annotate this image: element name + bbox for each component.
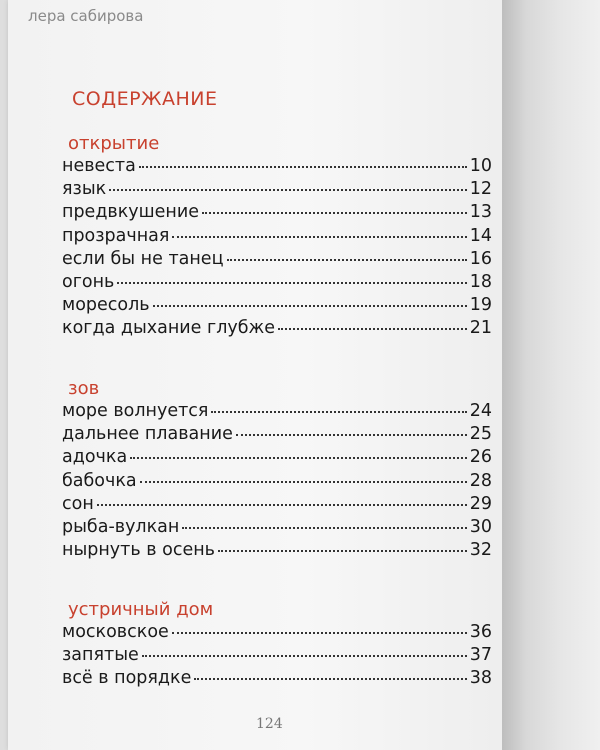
page-number: 124 (256, 716, 283, 732)
entry-title: моресоль (62, 295, 150, 316)
entry-title: бабочка (62, 470, 137, 491)
toc-entry[interactable] (62, 318, 492, 341)
leader-dots (172, 632, 467, 634)
entry-title: море волнуется (62, 401, 209, 421)
entry-title: если бы не танец (62, 248, 224, 269)
entry-title: запятые (62, 645, 139, 666)
toc-entry[interactable] (62, 645, 492, 668)
toc-entry[interactable] (62, 295, 492, 318)
entry-page: 25 (469, 424, 492, 445)
toc-entry[interactable] (62, 517, 492, 540)
toc-entry[interactable] (62, 668, 492, 691)
leader-dots (202, 212, 467, 214)
entry-page: 12 (469, 179, 492, 200)
toc-entry[interactable] (62, 494, 492, 517)
section-title: зов (68, 378, 100, 399)
toc-section-otkrytie (62, 132, 492, 342)
leader-dots (211, 411, 466, 413)
running-head: лера сабирова (28, 7, 144, 25)
toc-entry[interactable] (62, 540, 492, 563)
entry-title: огонь (62, 271, 115, 292)
leader-dots (182, 527, 466, 529)
page-edge (502, 0, 600, 750)
entry-title: рыба-вулкан (62, 516, 180, 537)
entry-page: 21 (469, 318, 492, 339)
toc-entry[interactable] (62, 156, 492, 179)
toc-entry[interactable] (62, 226, 492, 249)
entry-page: 28 (469, 470, 492, 491)
entry-page: 26 (469, 447, 492, 468)
section-title: устричный дом (68, 599, 214, 620)
toc-entry[interactable] (62, 622, 492, 645)
entry-title: предвкушение (62, 202, 200, 223)
leader-dots (97, 504, 467, 506)
leader-dots (194, 678, 466, 680)
entry-title: дальнее плавание (62, 424, 233, 445)
leader-dots (117, 282, 466, 284)
leader-dots (236, 434, 467, 436)
leader-dots (140, 481, 467, 483)
toc-entry[interactable] (62, 447, 492, 470)
entry-title: адочка (62, 447, 128, 468)
entry-page: 18 (469, 271, 492, 292)
entry-title: всё в порядке (62, 668, 192, 689)
toc-entry[interactable] (62, 249, 492, 272)
section-title: открытие (68, 133, 160, 154)
toc-section-zov (62, 377, 492, 563)
leader-dots (153, 305, 467, 307)
entry-title: невеста (62, 156, 136, 176)
toc-entry[interactable] (62, 179, 492, 202)
entry-page: 19 (469, 295, 492, 316)
entry-page: 10 (469, 156, 492, 176)
toc-entry[interactable] (62, 272, 492, 295)
entry-title: когда дыхание глубже (62, 318, 276, 339)
leader-dots (218, 550, 467, 552)
toc-entry[interactable] (62, 202, 492, 225)
entry-title: нырнуть в осень (62, 540, 215, 561)
entry-page: 29 (469, 493, 492, 514)
entry-page: 24 (469, 401, 492, 421)
leader-dots (227, 259, 467, 261)
toc-section-ustrichnyi-dom (62, 598, 492, 692)
toc-title: СОДЕРЖАНИЕ (72, 88, 218, 110)
leader-dots (130, 457, 467, 459)
toc-entry[interactable] (62, 424, 492, 447)
entry-page: 37 (469, 645, 492, 666)
entry-page: 30 (469, 516, 492, 537)
leader-dots (278, 328, 467, 330)
entry-page: 13 (469, 202, 492, 223)
entry-page: 14 (469, 225, 492, 246)
entry-title: московское (62, 622, 169, 642)
leader-dots (142, 655, 467, 657)
entry-page: 38 (469, 668, 492, 689)
entry-page: 32 (469, 540, 492, 561)
toc-entry[interactable] (62, 401, 492, 424)
leader-dots (172, 236, 466, 238)
entry-title: язык (62, 179, 107, 200)
leader-dots (109, 189, 466, 191)
entry-page: 16 (469, 248, 492, 269)
entry-title: прозрачная (62, 225, 170, 246)
entry-page: 36 (469, 622, 492, 642)
entry-title: сон (62, 493, 94, 514)
leader-dots (139, 166, 467, 168)
toc-entry[interactable] (62, 471, 492, 494)
